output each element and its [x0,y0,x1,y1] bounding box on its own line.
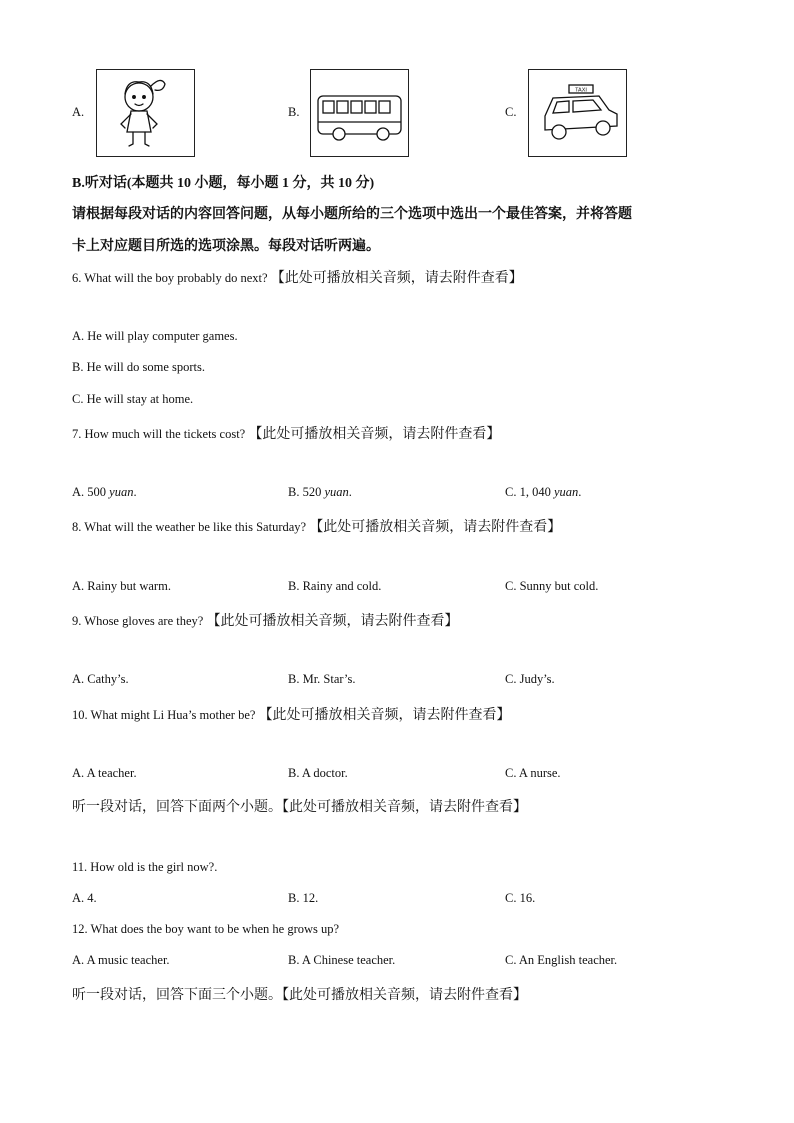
audio-note: 【此处可播放相关音频，请去附件查看】 [282,800,527,815]
question-stem: 7. How much will the tickets cost? [72,427,246,441]
question-9 [72,610,458,630]
picture-option-a-label: A. [72,105,85,119]
option-12c: C. An English teacher. [505,953,618,967]
picture-option-b-label: B. [288,105,300,119]
section-b-heading: B.听对话(本题共 10 小题，每小题 1 分，共 10 分) [72,176,375,191]
audio-note: 【此处可播放相关音频，请去附件查看】 [270,271,523,286]
option-11a: A. 4. [72,891,97,905]
option-unit: yuan [324,485,349,499]
question-stem: 8. What will the weather be like this Saturday? [72,520,307,534]
option-6a: A. He will play computer games. [72,329,238,343]
option-unit: yuan [553,485,579,499]
question-7 [72,423,500,443]
option-9c: C. Judy’s. [505,672,555,686]
option-9a: A. Cathy’s. [72,672,129,686]
audio-note: 【此处可播放相关音频，请去附件查看】 [282,988,527,1003]
option-number: A. 500 [72,485,110,499]
option-8b: B. Rainy and cold. [288,579,382,593]
option-11b: B. 12. [288,891,319,905]
dialogue-intro-1 [72,796,527,816]
option-10a: A. A teacher. [72,766,137,780]
option-number: B. 520 [288,485,325,499]
option-10b: B. A doctor. [288,766,348,780]
option-8c: C. Sunny but cold. [505,579,599,593]
option-end: . [133,485,137,499]
taxi-icon [529,70,626,156]
option-6c: C. He will stay at home. [72,392,194,406]
dialogue-intro-2 [72,984,527,1004]
dialogue-intro-text: 听一段对话，回答下面三个小题。 [72,988,282,1003]
question-10 [72,704,511,724]
option-6b: B. He will do some sports. [72,360,205,374]
picture-option-a [96,69,195,157]
picture-option-c [528,69,627,157]
section-b-instruction-line2: 卡上对应题目所选的选项涂黑。每段对话听两遍。 [72,239,380,254]
option-unit: yuan [109,485,134,499]
option-11c: C. 16. [505,891,536,905]
taxi-sign-text: TAXI [575,87,587,94]
option-7b [288,485,352,500]
option-end: . [348,485,352,499]
option-8a: A. Rainy but warm. [72,579,171,593]
audio-note: 【此处可播放相关音频，请去附件查看】 [258,708,511,723]
option-10c: C. A nurse. [505,766,561,780]
question-6 [72,267,523,287]
audio-note: 【此处可播放相关音频，请去附件查看】 [206,614,459,629]
option-9b: B. Mr. Star’s. [288,672,356,686]
option-12b: B. A Chinese teacher. [288,953,396,967]
option-7c [505,485,581,500]
question-12: 12. What does the boy want to be when he grows up? [72,922,340,936]
question-stem: 6. What will the boy probably do next? [72,271,268,285]
option-12a: A. A music teacher. [72,953,170,967]
picture-option-c-label: C. [505,105,517,119]
bus-icon [311,70,408,156]
picture-option-b [310,69,409,157]
question-11 [72,860,218,875]
option-end: . [578,485,582,499]
girl-icon [97,70,194,156]
section-b-instruction-line1: 请根据每段对话的内容回答问题，从每小题所给的三个选项中选出一个最佳答案，并将答题 [72,207,632,222]
question-stem: 9. Whose gloves are they? [72,614,204,628]
audio-note: 【此处可播放相关音频，请去附件查看】 [248,427,501,442]
dialogue-intro-text: 听一段对话，回答下面两个小题。 [72,800,282,815]
option-number: C. 1, 040 [505,485,554,499]
question-stem: 11. How old is the girl now?. [72,860,218,874]
question-stem: 10. What might Li Hua’s mother be? [72,708,256,722]
option-7a [72,485,137,500]
audio-note: 【此处可播放相关音频，请去附件查看】 [309,520,562,535]
question-8 [72,516,561,536]
